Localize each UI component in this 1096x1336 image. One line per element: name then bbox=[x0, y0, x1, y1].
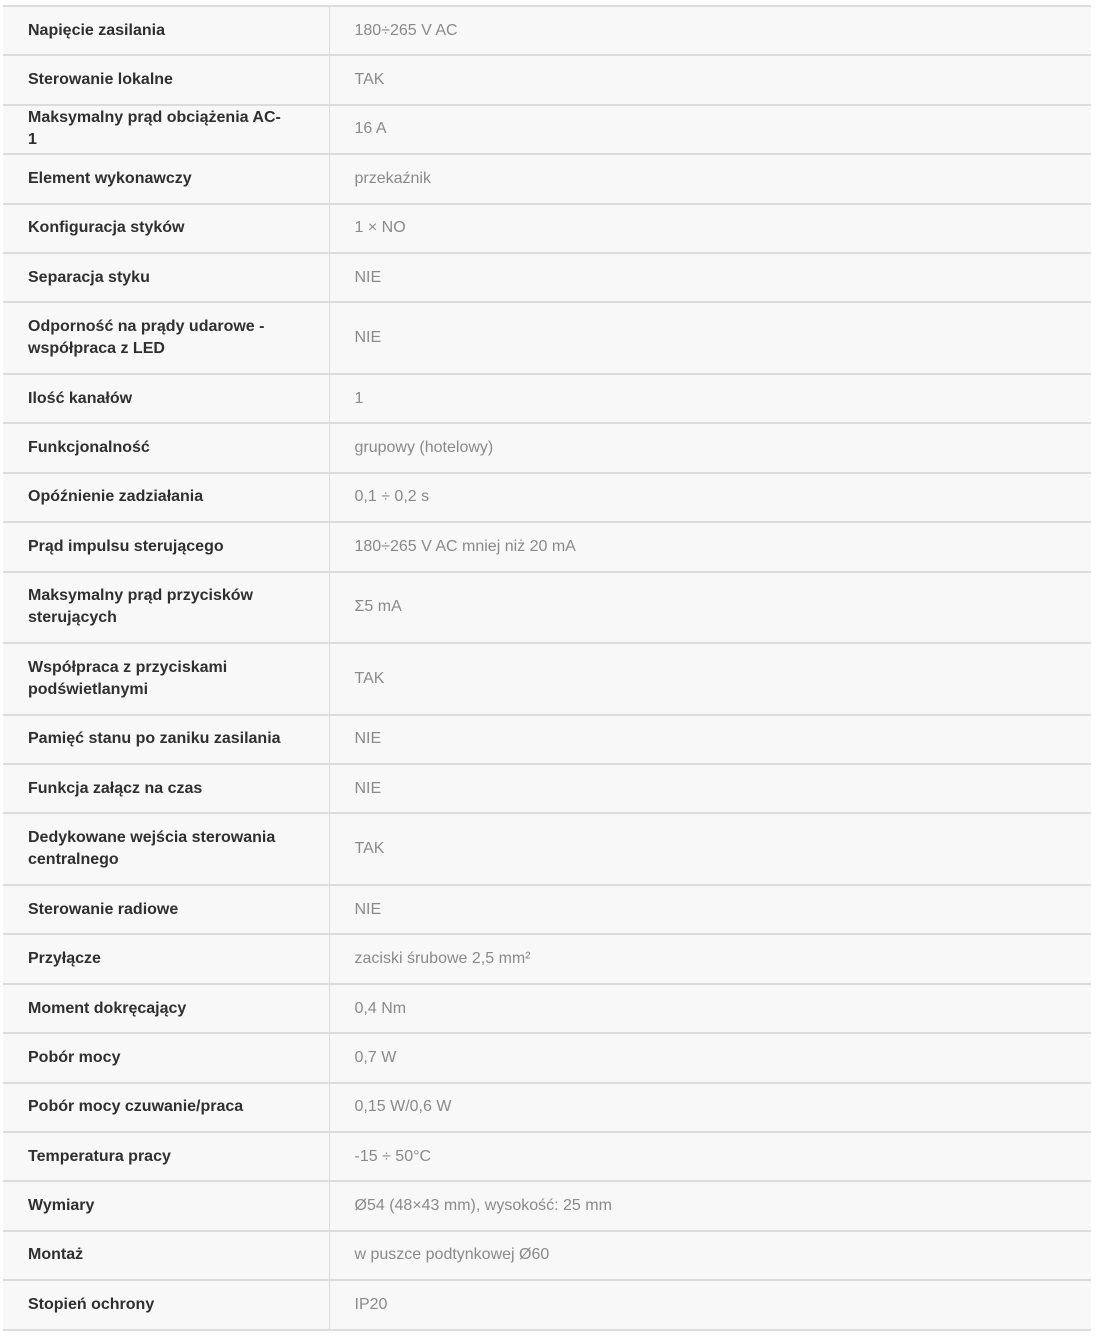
table-row bbox=[3, 253, 1091, 302]
table-row bbox=[3, 473, 1091, 522]
spec-value: grupowy (hotelowy) bbox=[354, 439, 494, 457]
spec-value: -15 ÷ 50°C bbox=[354, 1147, 432, 1165]
spec-value: w puszce podtynkowej Ø60 bbox=[354, 1246, 550, 1264]
table-row bbox=[3, 522, 1091, 571]
spec-value: NIE bbox=[354, 268, 382, 286]
spec-label: Odporność na prądy udarowe - współpraca z LED bbox=[3, 302, 329, 374]
table-row bbox=[3, 204, 1091, 253]
spec-value: przekaźnik bbox=[354, 169, 431, 187]
table-row bbox=[3, 934, 1091, 983]
spec-label: Funkcjonalność bbox=[3, 423, 329, 472]
spec-value: IP20 bbox=[354, 1295, 388, 1313]
spec-label: Sterowanie lokalne bbox=[3, 55, 329, 104]
spec-label: Wymiary bbox=[3, 1181, 329, 1230]
spec-label: Maksymalny prąd obciążenia AC-1 bbox=[3, 105, 329, 154]
table-row bbox=[3, 55, 1091, 104]
spec-value: NIE bbox=[354, 779, 382, 797]
spec-label: Ilość kanałów bbox=[3, 374, 329, 423]
spec-label: Pamięć stanu po zaniku zasilania bbox=[3, 715, 329, 764]
spec-value: TAK bbox=[354, 71, 385, 89]
table-row bbox=[3, 1231, 1091, 1280]
spec-value: Σ5 mA bbox=[354, 598, 402, 616]
table-row bbox=[3, 423, 1091, 472]
spec-value: NIE bbox=[354, 900, 382, 918]
spec-label: Temperatura pracy bbox=[3, 1132, 329, 1181]
spec-label: Pobór mocy bbox=[3, 1033, 329, 1082]
spec-value: 0,15 W/0,6 W bbox=[354, 1098, 452, 1116]
table-row bbox=[3, 885, 1091, 934]
spec-value: 16 A bbox=[354, 120, 387, 138]
spec-label: Montaż bbox=[3, 1231, 329, 1280]
table-row bbox=[3, 643, 1091, 715]
spec-label: Stopień ochrony bbox=[3, 1280, 329, 1329]
spec-label: Współpraca z przyciskami podświetlanymi bbox=[3, 643, 329, 715]
spec-label: Maksymalny prąd przycisków sterujących bbox=[3, 572, 329, 644]
spec-value: 0,4 Nm bbox=[354, 999, 407, 1017]
table-row bbox=[3, 154, 1091, 203]
spec-value: 0,7 W bbox=[354, 1048, 397, 1066]
table-row bbox=[3, 715, 1091, 764]
spec-label: Konfiguracja styków bbox=[3, 204, 329, 253]
spec-label: Element wykonawczy bbox=[3, 154, 329, 203]
table-row bbox=[3, 302, 1091, 374]
table-row bbox=[3, 764, 1091, 813]
spec-value: 180÷265 V AC bbox=[354, 21, 458, 39]
table-row bbox=[3, 813, 1091, 885]
spec-value: 0,1 ÷ 0,2 s bbox=[354, 488, 430, 506]
table-row bbox=[3, 6, 1091, 55]
spec-label: Dedykowane wejścia sterowania centralnego bbox=[3, 813, 329, 885]
table-row bbox=[3, 572, 1091, 644]
spec-label: Separacja styku bbox=[3, 253, 329, 302]
table-row bbox=[3, 1033, 1091, 1082]
spec-label: Pobór mocy czuwanie/praca bbox=[3, 1083, 329, 1132]
spec-value: TAK bbox=[354, 840, 385, 858]
spec-value: 1 bbox=[354, 389, 364, 407]
spec-label: Moment dokręcający bbox=[3, 984, 329, 1033]
spec-value: NIE bbox=[354, 730, 382, 748]
spec-value: zaciski śrubowe 2,5 mm² bbox=[354, 950, 531, 968]
spec-label: Napięcie zasilania bbox=[3, 6, 329, 55]
table-row bbox=[3, 105, 1091, 154]
spec-label: Prąd impulsu sterującego bbox=[3, 522, 329, 571]
spec-label: Funkcja załącz na czas bbox=[3, 764, 329, 813]
spec-value: NIE bbox=[354, 329, 382, 347]
table-row bbox=[3, 1181, 1091, 1230]
table-row bbox=[3, 1083, 1091, 1132]
spec-label: Opóźnienie zadziałania bbox=[3, 473, 329, 522]
spec-label: Sterowanie radiowe bbox=[3, 885, 329, 934]
table-row bbox=[3, 1132, 1091, 1181]
spec-value: Ø54 (48×43 mm), wysokość: 25 mm bbox=[354, 1197, 612, 1215]
spec-label: Przyłącze bbox=[3, 934, 329, 983]
specification-table bbox=[3, 5, 1091, 1331]
table-row bbox=[3, 1280, 1091, 1329]
spec-value: 1 × NO bbox=[354, 219, 406, 237]
spec-value: TAK bbox=[354, 669, 385, 687]
table-row bbox=[3, 984, 1091, 1033]
table-row bbox=[3, 374, 1091, 423]
spec-value: 180÷265 V AC mniej niż 20 mA bbox=[354, 537, 576, 555]
